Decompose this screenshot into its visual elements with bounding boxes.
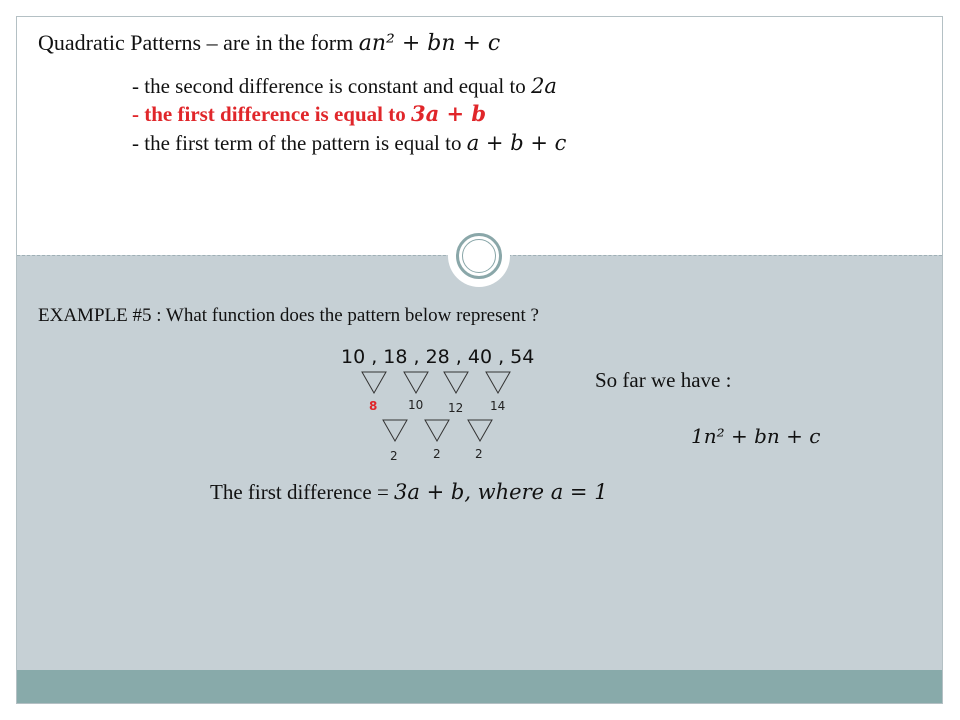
first-difference-value: 10 [408, 398, 424, 412]
second-difference-value: 2 [390, 449, 398, 463]
first-difference-statement [210, 480, 608, 505]
first-difference-value: 8 [369, 399, 378, 413]
rule-first-term [132, 131, 566, 156]
second-difference-value: 2 [475, 447, 483, 461]
first-difference-value: 12 [448, 401, 464, 415]
first-diff-math: 3a + b, where a = 1 [394, 480, 608, 504]
first-diff-text: The first difference = [210, 480, 395, 504]
so-far-expression: 1n² + bn + c [691, 424, 821, 448]
decorative-circle-inner [462, 239, 496, 273]
rule-1-math: 2a [531, 74, 557, 98]
rule-3-text: - the first term of the pattern is equal to [132, 131, 467, 155]
slide-heading [38, 30, 500, 56]
heading-text: Quadratic Patterns – are in the form [38, 30, 359, 55]
rule-2-math: 3a + b [410, 101, 487, 126]
example-prompt: EXAMPLE #5 : What function does the pattern below represent ? [38, 305, 539, 326]
rule-1-text: - the second difference is constant and equal to [132, 74, 532, 98]
rule-first-difference [132, 101, 486, 127]
rule-2-text: - the first difference is equal to [132, 102, 411, 126]
second-difference-value: 2 [433, 447, 441, 461]
rule-3-math: a + b + c [466, 131, 567, 155]
footer-band [17, 670, 942, 703]
number-sequence: 10 , 18 , 28 , 40 , 54 [341, 346, 535, 368]
heading-math: an² + bn + c [358, 31, 501, 56]
first-difference-value: 14 [490, 399, 506, 413]
so-far-label: So far we have : [595, 368, 732, 392]
rule-second-difference [132, 74, 557, 99]
